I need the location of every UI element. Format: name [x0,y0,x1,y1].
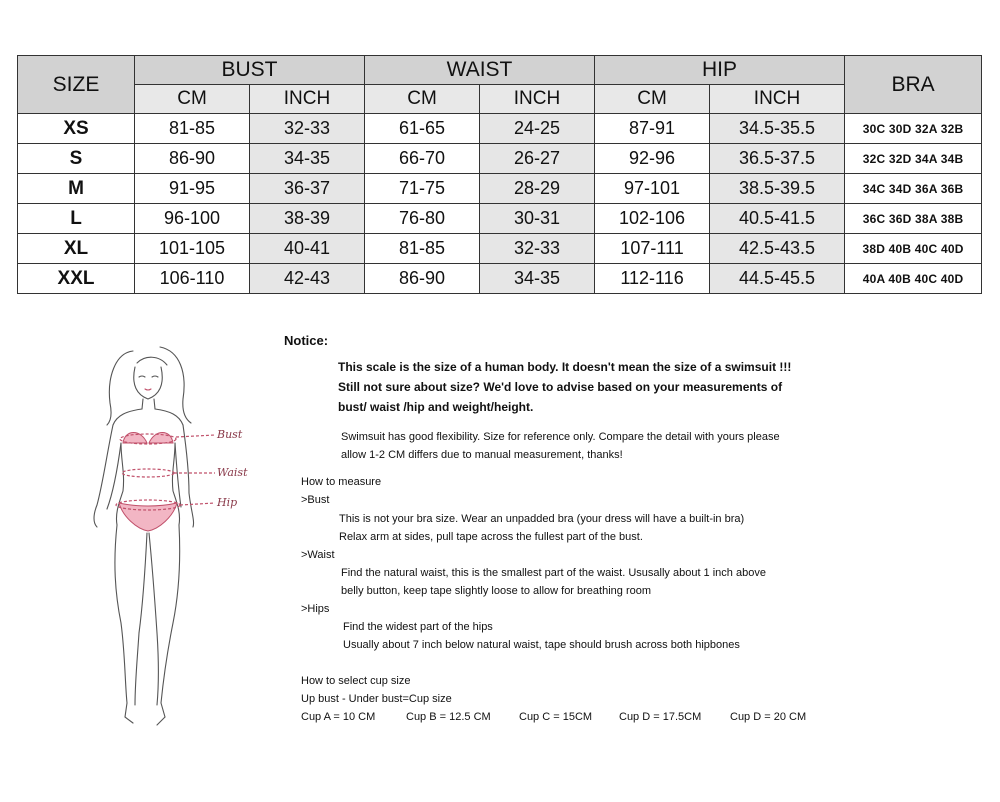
waist-label: Waist [217,466,248,479]
cell-hip-cm: 97-101 [595,174,710,204]
notice-label: Notice: [284,333,329,348]
shoulders [113,409,183,425]
cell-hip-inch: 36.5-37.5 [710,144,845,174]
cell-size: XXL [18,264,135,294]
face-outline [134,367,162,399]
table-header-row [18,56,982,85]
cell-waist-inch: 34-35 [480,264,595,294]
cell-hip-cm: 92-96 [595,144,710,174]
bust-line-2: Relax arm at sides, pull tape across the fullest part of the bust. [339,531,643,543]
cell-bust-cm: 91-95 [135,174,250,204]
waist-header: WAIST [365,56,595,85]
cell-hip-inch: 38.5-39.5 [710,174,845,204]
subheader-bust-cm: CM [135,85,250,114]
cell-size: XL [18,234,135,264]
bust-line-1: This is not your bra size. Wear an unpadded bra (your dress will have a built-in bra) [339,513,745,525]
hip-label: Hip [217,496,238,509]
subheader-waist-cm: CM [365,85,480,114]
cell-bust-inch: 36-37 [250,174,365,204]
waist-heading: >Waist [301,549,335,561]
hip-header: HIP [595,56,845,85]
cup-a: Cup A = 10 CM [301,711,376,723]
body-measurement-figure [55,333,255,733]
cell-bust-cm: 106-110 [135,264,250,294]
bust-leader [176,435,215,437]
flex-line-2: allow 1-2 CM differs due to manual measurement, thanks! [341,449,623,461]
subheader-hip-inch: INCH [710,85,845,114]
table-row [18,264,982,294]
size-header: SIZE [18,56,135,114]
cup-heading: How to select cup size [301,675,411,687]
waist-line-2: belly button, keep tape slightly loose to allow for breathing room [341,585,652,597]
bust-label: Bust [217,428,243,441]
cell-hip-inch: 40.5-41.5 [710,204,845,234]
cell-hip-inch: 34.5-35.5 [710,114,845,144]
table-row [18,114,982,144]
size-chart-table [17,55,982,294]
cup-c: Cup C = 15CM [519,711,593,723]
cell-bra: 38D 40B 40C 40D [845,234,982,264]
cell-hip-inch: 44.5-45.5 [710,264,845,294]
subheader-waist-inch: INCH [480,85,595,114]
hip-leader [180,503,215,505]
bra-header: BRA [845,56,982,114]
cell-bust-cm: 81-85 [135,114,250,144]
cup-formula: Up bust - Under bust=Cup size [301,693,452,705]
subheader-bust-inch: INCH [250,85,365,114]
cell-waist-cm: 71-75 [365,174,480,204]
cell-waist-inch: 26-27 [480,144,595,174]
how-to-measure-heading: How to measure [301,476,382,488]
hips-line-2: Usually about 7 inch below natural waist, tape should brush across both hipbones [343,639,740,651]
bust-heading: >Bust [301,494,330,506]
hips-line-1: Find the widest part of the hips [343,621,493,633]
mouth [145,389,151,390]
swimsuit-bottom [119,503,177,531]
cup-b: Cup B = 12.5 CM [406,711,491,723]
waist-line-1: Find the natural waist, this is the smallest part of the waist. Ususally about 1 inch above [341,567,766,579]
hair-outline [107,347,191,425]
cell-bust-inch: 40-41 [250,234,365,264]
feet [125,717,165,725]
cell-bra: 32C 32D 34A 34B [845,144,982,174]
table-row [18,174,982,204]
table-row [18,144,982,174]
left-leg [115,525,147,717]
cell-waist-inch: 28-29 [480,174,595,204]
table-subheader-row [18,85,982,114]
cell-size: L [18,204,135,234]
cell-hip-cm: 102-106 [595,204,710,234]
cell-hip-cm: 87-91 [595,114,710,144]
cell-waist-cm: 61-65 [365,114,480,144]
cell-bra: 40A 40B 40C 40D [845,264,982,294]
cell-size: XS [18,114,135,144]
cell-bust-inch: 38-39 [250,204,365,234]
neck [142,399,155,409]
cell-bust-cm: 96-100 [135,204,250,234]
right-leg [149,525,180,717]
bust-header: BUST [135,56,365,85]
cell-waist-cm: 66-70 [365,144,480,174]
cup-d-2: Cup D = 20 CM [730,711,807,723]
cup-d-1: Cup D = 17.5CM [619,711,702,723]
cell-bra: 30C 30D 32A 32B [845,114,982,144]
eyes [139,376,158,377]
cell-bust-inch: 34-35 [250,144,365,174]
cell-bust-inch: 32-33 [250,114,365,144]
cell-bust-cm: 86-90 [135,144,250,174]
cell-size: S [18,144,135,174]
torso-left [116,443,123,525]
hips-heading: >Hips [301,603,330,615]
table-row [18,204,982,234]
cell-hip-cm: 107-111 [595,234,710,264]
cell-hip-inch: 42.5-43.5 [710,234,845,264]
notice-bold-line-3: bust/ waist /hip and weight/height. [338,400,534,414]
table-row [18,234,982,264]
flex-line-1: Swimsuit has good flexibility. Size for reference only. Compare the detail with yours please [341,431,780,443]
cell-bra: 34C 34D 36A 36B [845,174,982,204]
cell-size: M [18,174,135,204]
notice-bold-line-2: Still not sure about size? We'd love to advise based on your measurements of [338,380,783,394]
cell-hip-cm: 112-116 [595,264,710,294]
hair-fringe [137,357,167,365]
cell-bust-inch: 42-43 [250,264,365,294]
cell-waist-inch: 24-25 [480,114,595,144]
right-arm [175,425,194,527]
cell-waist-cm: 86-90 [365,264,480,294]
subheader-hip-cm: CM [595,85,710,114]
cell-waist-inch: 30-31 [480,204,595,234]
notice-bold-line-1: This scale is the size of a human body. It doesn't mean the size of a swimsuit !!! [338,360,792,374]
cell-bra: 36C 36D 38A 38B [845,204,982,234]
cell-bust-cm: 101-105 [135,234,250,264]
cell-waist-inch: 32-33 [480,234,595,264]
cell-waist-cm: 76-80 [365,204,480,234]
cell-waist-cm: 81-85 [365,234,480,264]
waist-tape [122,469,174,477]
